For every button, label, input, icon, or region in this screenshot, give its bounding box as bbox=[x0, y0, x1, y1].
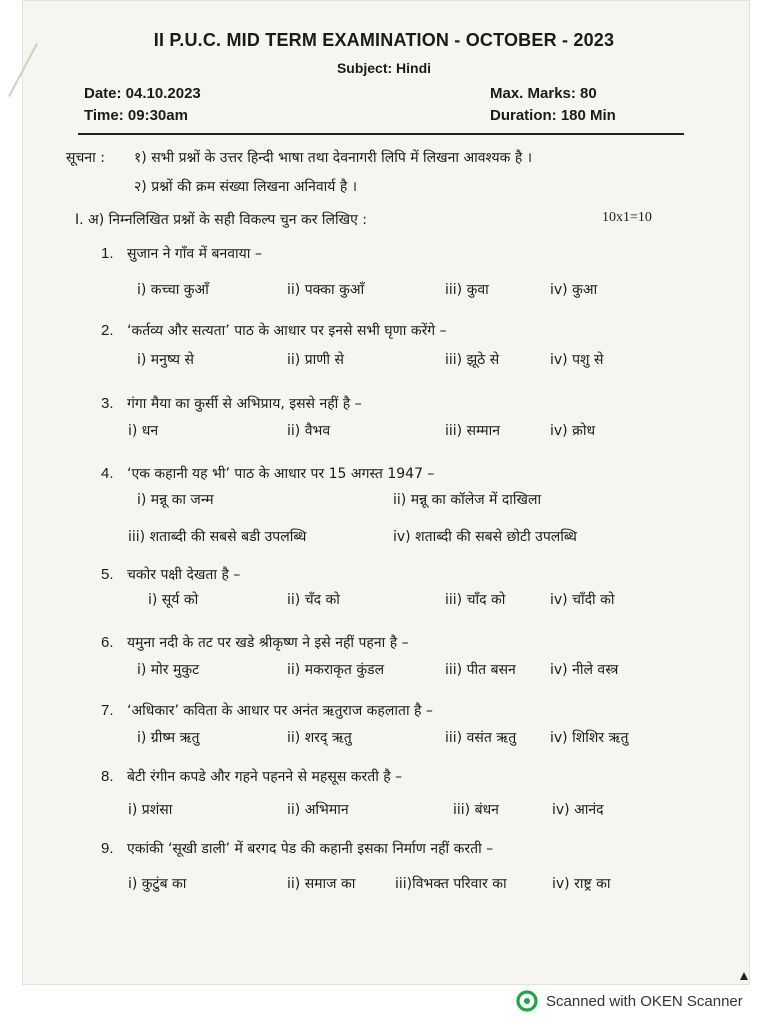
question-option: i) ग्रीष्म ऋतु bbox=[137, 730, 200, 746]
question-number: 5. bbox=[101, 566, 114, 583]
question-number: 1. bbox=[101, 245, 114, 262]
exam-title: II P.U.C. MID TERM EXAMINATION - OCTOBER - 2023 bbox=[153, 30, 615, 50]
question-option: iv) राष्ट्र का bbox=[552, 876, 611, 892]
question-option: ii) पक्का कुआँ bbox=[287, 282, 365, 298]
question-option: iii) झूठे से bbox=[445, 352, 500, 368]
question-option: iii) बंधन bbox=[453, 802, 499, 818]
section-marks: 10x1=10 bbox=[602, 210, 652, 225]
instruction-item: १) सभी प्रश्नों के उत्तर हिन्दी भाषा तथा देवनागरी लिपि में लिखना आवश्यक है । bbox=[134, 150, 533, 166]
question-option: i) धन bbox=[128, 423, 159, 439]
instructions-label: सूचना : bbox=[66, 150, 105, 166]
oken-scanner-logo-icon bbox=[516, 990, 538, 1012]
question-option: iii) वसंत ऋतु bbox=[445, 730, 517, 746]
question-option: iii) सम्मान bbox=[445, 423, 500, 439]
question-option: iv) क्रोध bbox=[550, 423, 596, 439]
question-option: iii) पीत बसन bbox=[445, 662, 516, 678]
question-text: गंगा मैया का कुर्सी से अभिप्राय, इससे नहीं है – bbox=[127, 396, 362, 412]
question-number: 9. bbox=[101, 840, 114, 857]
question-option: i) सूर्य को bbox=[148, 592, 199, 608]
question-option: iv) कुआ bbox=[550, 282, 598, 298]
exam-max-marks: Max. Marks: 80 bbox=[490, 85, 597, 102]
exam-duration: Duration: 180 Min bbox=[490, 107, 616, 124]
question-option: iv) आनंद bbox=[552, 802, 604, 818]
question-option: ii) अभिमान bbox=[287, 802, 349, 818]
question-option: ii) शरद् ऋतु bbox=[287, 730, 352, 746]
question-text: बेटी रंगीन कपडे और गहने पहनने से महसूस करती है – bbox=[127, 769, 403, 785]
question-option: iv) शताब्दी की सबसे छोटी उपलब्धि bbox=[393, 529, 577, 545]
question-number: 6. bbox=[101, 634, 114, 651]
section-heading: I. अ) निम्नलिखित प्रश्नों के सही विकल्प चुन कर लिखिए : bbox=[75, 212, 367, 228]
question-option: ii) मकराकृत कुंडल bbox=[287, 662, 385, 678]
question-number: 8. bbox=[101, 768, 114, 785]
question-option: iv) पशु से bbox=[550, 352, 604, 368]
question-option: i) मन्नू का जन्म bbox=[137, 492, 214, 508]
question-number: 2. bbox=[101, 322, 114, 339]
question-option: ii) समाज का bbox=[287, 876, 356, 892]
question-option: i) मनुष्य से bbox=[137, 352, 194, 368]
question-option: iv) नीले वस्त्र bbox=[550, 662, 619, 678]
question-number: 3. bbox=[101, 395, 114, 412]
question-option: iv) चाँदी को bbox=[550, 592, 615, 608]
instruction-item: २) प्रश्नों की क्रम संख्या लिखना अनिवार्य है । bbox=[134, 179, 358, 195]
question-option: ii) चँद को bbox=[287, 592, 340, 608]
question-option: iv) शिशिर ऋतु bbox=[550, 730, 629, 746]
exam-time: Time: 09:30am bbox=[84, 107, 188, 124]
question-option: ii) वैभव bbox=[287, 423, 331, 439]
question-option: i) कुटुंब का bbox=[128, 876, 187, 892]
question-option: iii) चाँद को bbox=[445, 592, 506, 608]
scanner-watermark-text: Scanned with OKEN Scanner bbox=[546, 992, 743, 1010]
page-corner-mark bbox=[740, 972, 748, 980]
question-text: सुजान ने गाँव में बनवाया – bbox=[127, 246, 262, 262]
question-text: ‘कर्तव्य और सत्यता’ पाठ के आधार पर इनसे सभी घृणा करेंगे – bbox=[127, 323, 447, 339]
exam-subject: Subject: Hindi bbox=[336, 60, 432, 76]
question-option: i) प्रशंसा bbox=[128, 802, 173, 818]
question-option: iii) कुवा bbox=[445, 282, 489, 298]
question-option: ii) मन्नू का कॉलेज में दाखिला bbox=[393, 492, 542, 508]
question-text: चकोर पक्षी देखता है – bbox=[127, 567, 241, 583]
question-option: iii)विभक्त परिवार का bbox=[395, 876, 507, 892]
question-text: ‘अधिकार’ कविता के आधार पर अनंत ऋतुराज कहलाता है – bbox=[127, 703, 433, 719]
header-divider bbox=[78, 133, 684, 135]
question-option: i) कच्चा कुआँ bbox=[137, 282, 209, 298]
question-text: यमुना नदी के तट पर खडे श्रीकृष्ण ने इसे नहीं पहना है – bbox=[127, 635, 409, 651]
question-number: 4. bbox=[101, 465, 114, 482]
question-option: iii) शताब्दी की सबसे बडी उपलब्धि bbox=[128, 529, 307, 545]
question-option: ii) प्राणी से bbox=[287, 352, 344, 368]
question-option: i) मोर मुकुट bbox=[137, 662, 200, 678]
question-number: 7. bbox=[101, 702, 114, 719]
scanner-watermark bbox=[516, 990, 743, 1012]
exam-date: Date: 04.10.2023 bbox=[84, 85, 201, 102]
question-text: ‘एक कहानी यह भी’ पाठ के आधार पर 15 अगस्त 1947 – bbox=[127, 466, 435, 482]
question-text: एकांकी ‘सूखी डाली’ में बरगद पेड की कहानी इसका निर्माण नहीं करती – bbox=[127, 841, 494, 857]
